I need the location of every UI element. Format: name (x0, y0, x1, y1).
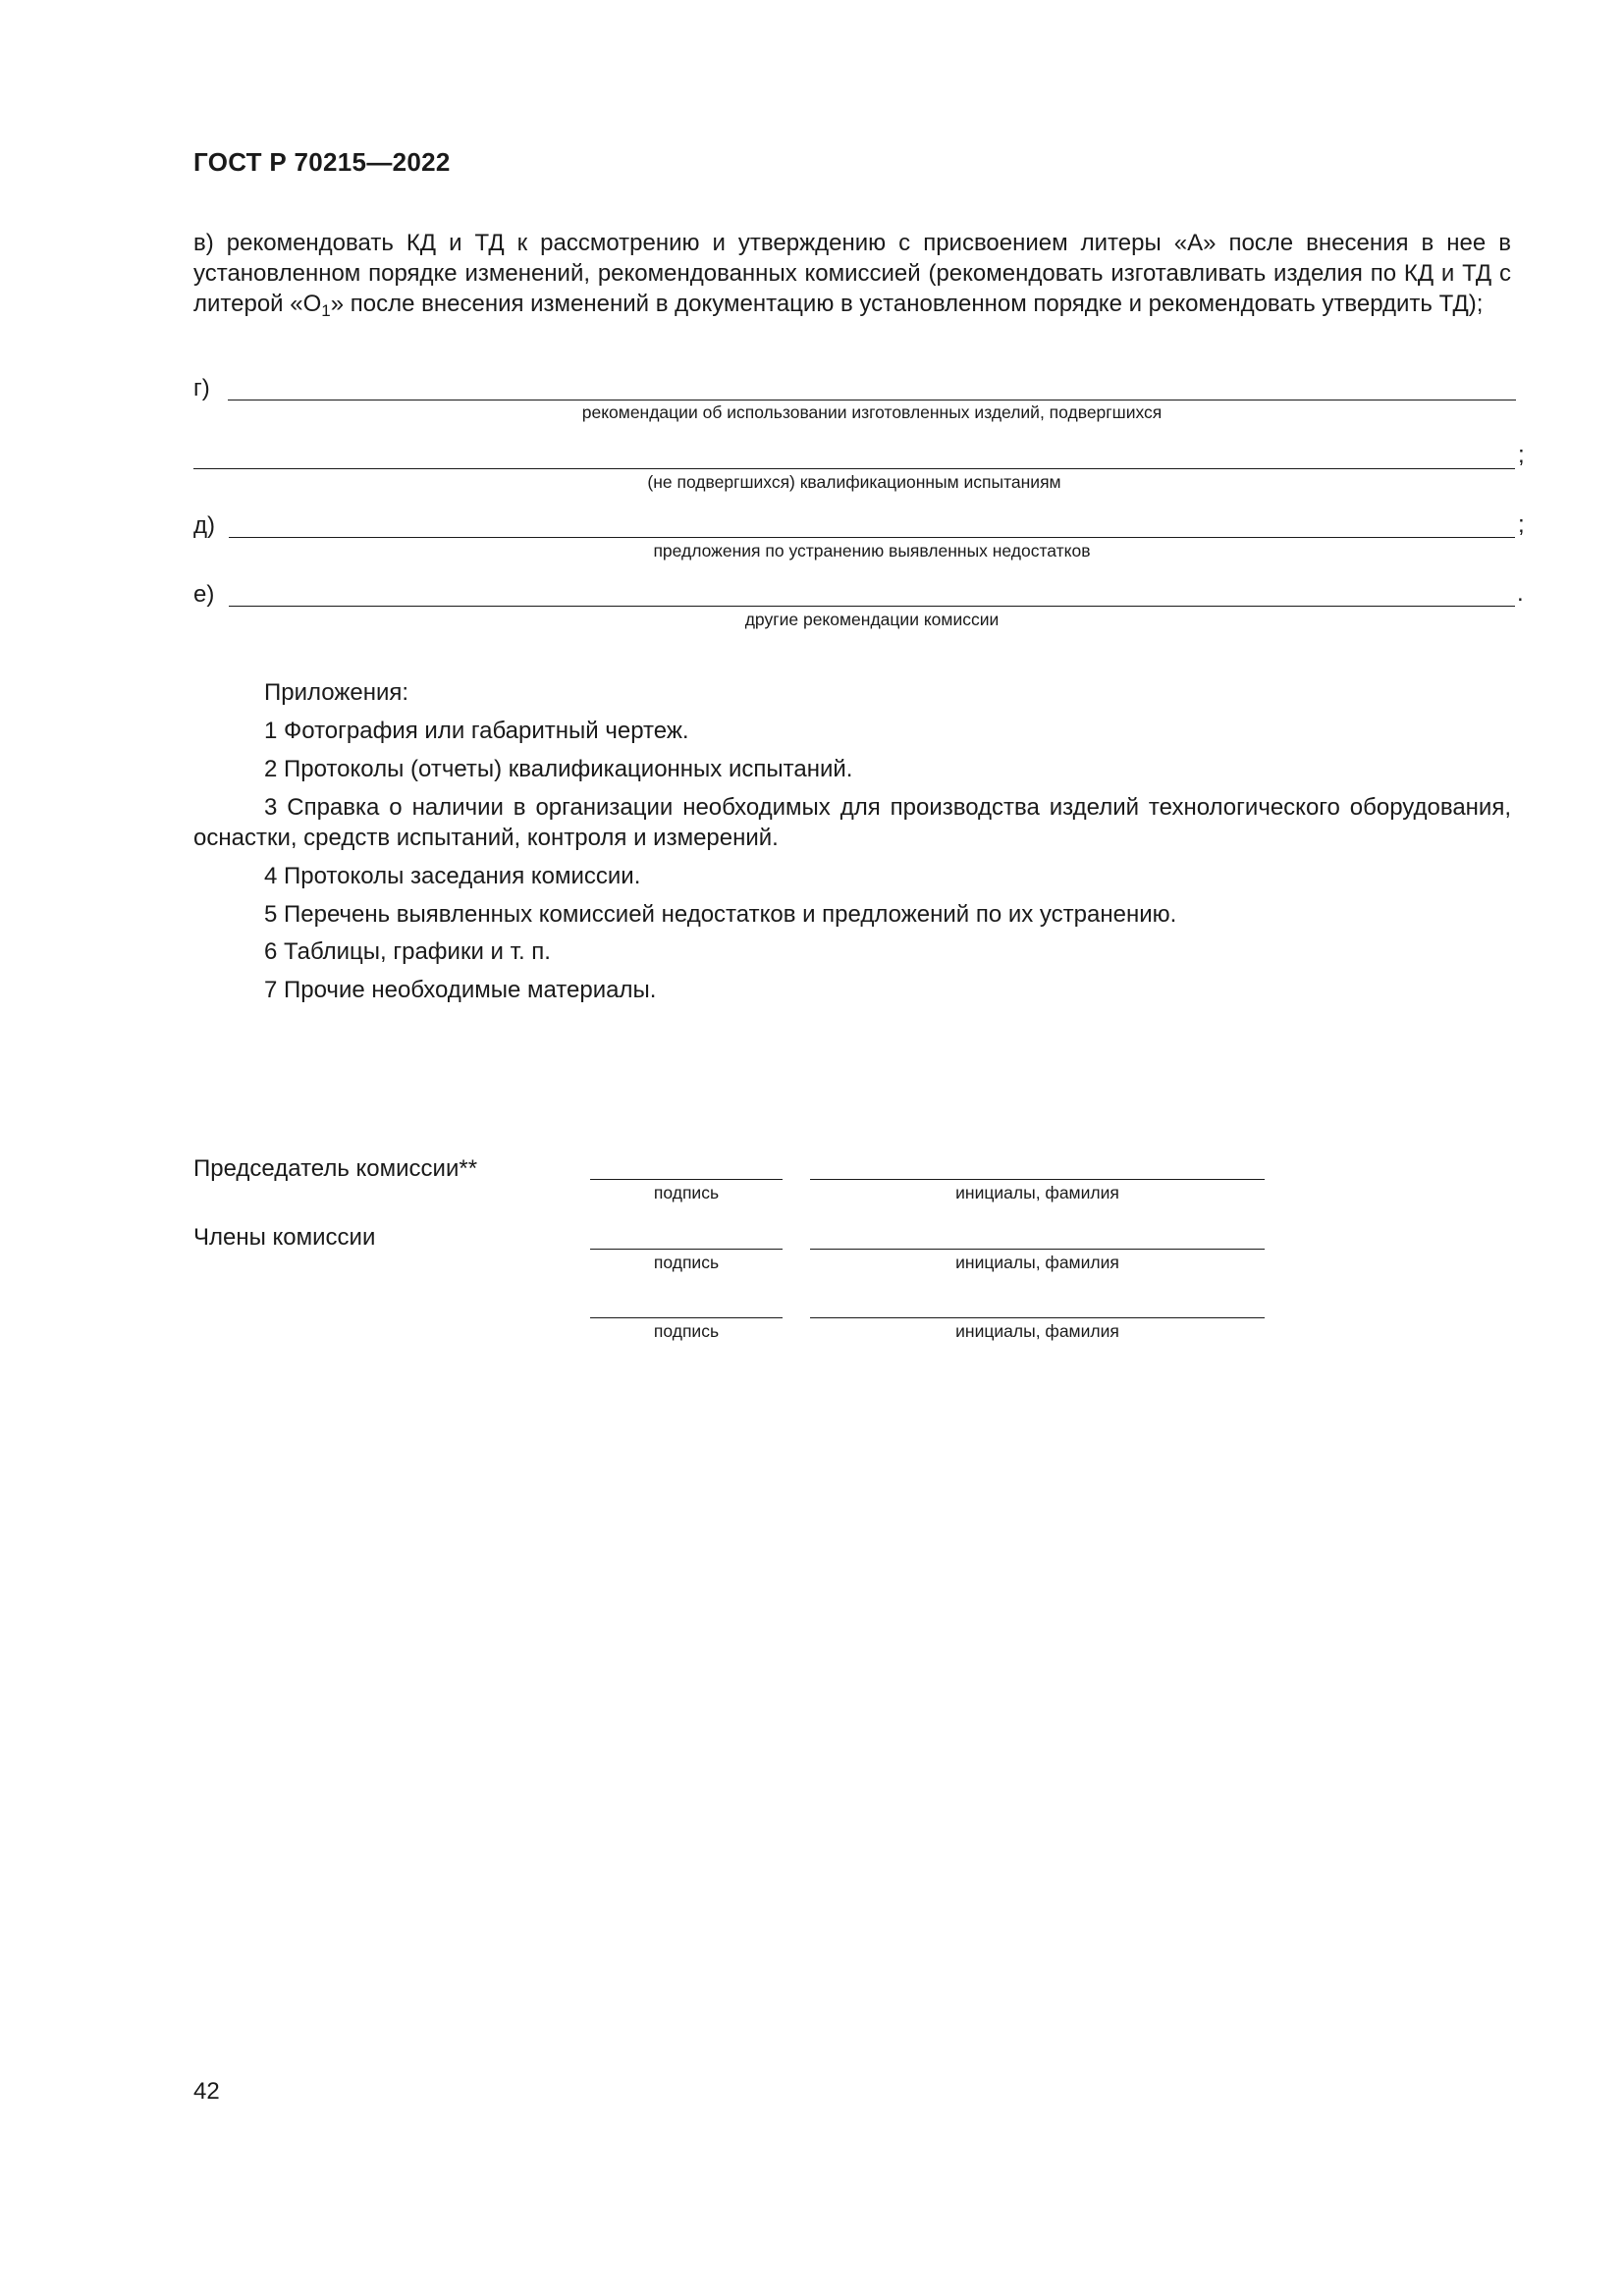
attachment-item: 5 Перечень выявленных комиссией недостатков и предложений по их устранению. (264, 901, 1177, 928)
attachment-item: 3 Справка о наличии в организации необходимых для производства изделий технологического оборудования, оснастки, средств испытаний, контроля и измерений. (193, 794, 1511, 851)
signature-caption: подпись (653, 1321, 720, 1341)
standard-header: ГОСТ Р 70215—2022 (193, 147, 451, 177)
item-g-label: г) (193, 375, 210, 401)
signature-caption: подпись (653, 1253, 720, 1272)
chairman-name-line[interactable] (810, 1179, 1265, 1180)
item-g-end: ; (1518, 442, 1525, 468)
item-d-caption: предложения по устранению выявленных недостатков (653, 541, 1091, 561)
attachment-item: 2 Протоколы (отчеты) квалификационных испытаний. (264, 756, 853, 782)
item-e-caption: другие рекомендации комиссии (744, 610, 1000, 629)
member-1-name-line[interactable] (810, 1249, 1265, 1250)
item-e-line[interactable] (229, 606, 1515, 607)
paragraph-v-text-2: » после внесения изменений в документацию в установленном порядке и рекомендовать утвердить ТД); (330, 291, 1484, 317)
page-number: 42 (193, 2078, 220, 2105)
attachment-item: 6 Таблицы, графики и т. п. (264, 938, 551, 965)
signature-caption: подпись (653, 1183, 720, 1202)
item-d-line[interactable] (229, 537, 1515, 538)
item-g-line-2[interactable] (193, 468, 1515, 469)
chairman-signature-line[interactable] (590, 1179, 783, 1180)
paragraph-v (193, 228, 1511, 319)
item-g-caption-1: рекомендации об использовании изготовленных изделий, подвергшихся (581, 402, 1163, 422)
item-d-label: д) (193, 512, 215, 539)
members-label: Члены комиссии (193, 1224, 376, 1251)
member-1-signature-line[interactable] (590, 1249, 783, 1250)
attachment-item: 4 Протоколы заседания комиссии. (264, 863, 641, 889)
member-2-signature-line[interactable] (590, 1317, 783, 1318)
attachment-item: 7 Прочие необходимые материалы. (264, 977, 657, 1003)
item-e-end: . (1517, 580, 1524, 607)
name-caption: инициалы, фамилия (955, 1321, 1119, 1341)
item-g-caption-2: (не подвергшихся) квалификационным испытаниям (647, 472, 1061, 492)
attachment-item: 1 Фотография или габаритный чертеж. (264, 718, 689, 744)
name-caption: инициалы, фамилия (955, 1183, 1119, 1202)
chairman-label: Председатель комиссии** (193, 1155, 478, 1182)
item-e-label: е) (193, 581, 215, 608)
name-caption: инициалы, фамилия (955, 1253, 1119, 1272)
paragraph-v-text-1: в) рекомендовать КД и ТД к рассмотрению и утверждению с присвоением литеры «А» после внесения в нее в установленном порядке изменений, рекомендованных комиссией (рекомендовать изготавливать изделия по КД и ТД с литерой «О (193, 230, 1511, 317)
item-d-end: ; (1518, 511, 1525, 538)
paragraph-v-subscript: 1 (321, 301, 331, 320)
member-2-name-line[interactable] (810, 1317, 1265, 1318)
attachments-title: Приложения: (264, 679, 409, 706)
